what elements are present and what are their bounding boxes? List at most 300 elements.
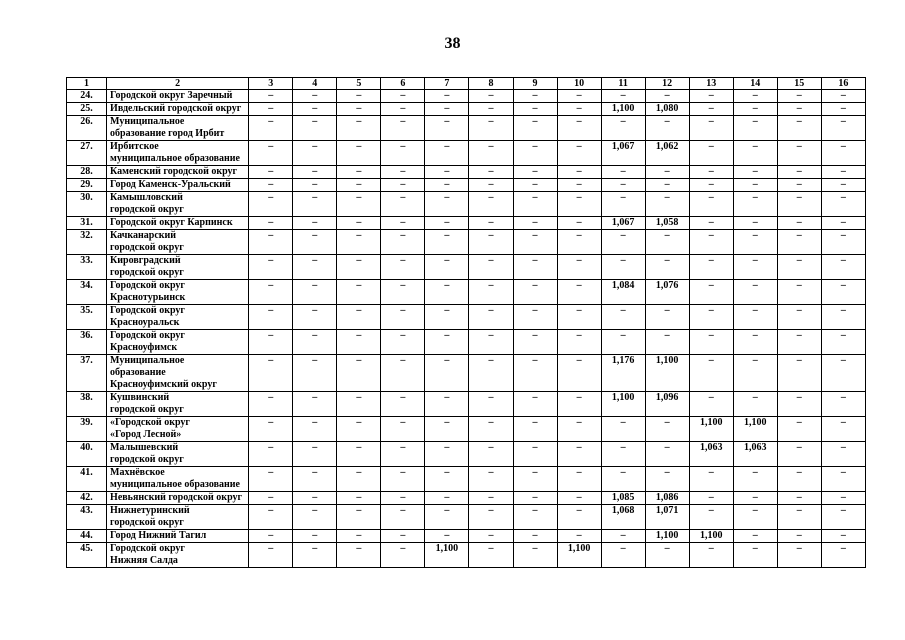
value-cell: –: [425, 141, 469, 166]
value-cell: –: [733, 192, 777, 217]
value-cell: –: [821, 492, 865, 505]
value-cell: –: [777, 103, 821, 116]
table-row: [67, 116, 866, 141]
value-cell: –: [601, 543, 645, 568]
header-cell: 1: [67, 78, 107, 90]
header-cell: 4: [293, 78, 337, 90]
page-number: 38: [444, 35, 461, 52]
row-number: 36.: [67, 330, 107, 355]
value-cell: –: [381, 467, 425, 492]
value-cell: –: [601, 305, 645, 330]
value-cell: –: [821, 230, 865, 255]
row-number: 41.: [67, 467, 107, 492]
value-cell: –: [513, 90, 557, 103]
value-cell: –: [337, 467, 381, 492]
value-cell: –: [293, 543, 337, 568]
municipality-name: Городской округ Карпинск: [107, 217, 249, 230]
value-cell: –: [689, 505, 733, 530]
value-cell: –: [469, 305, 513, 330]
table-row: [67, 192, 866, 217]
value-cell: –: [689, 330, 733, 355]
value-cell: –: [293, 90, 337, 103]
value-cell: –: [337, 355, 381, 392]
value-cell: –: [293, 467, 337, 492]
row-number: 34.: [67, 280, 107, 305]
value-cell: –: [425, 192, 469, 217]
value-cell: –: [381, 355, 425, 392]
value-cell: –: [733, 392, 777, 417]
value-cell: –: [381, 392, 425, 417]
value-cell: –: [557, 492, 601, 505]
header-cell: 6: [381, 78, 425, 90]
value-cell: –: [689, 103, 733, 116]
municipality-name: Город Каменск-Уральский: [107, 179, 249, 192]
value-cell: –: [381, 192, 425, 217]
header-cell: 11: [601, 78, 645, 90]
municipality-name: Муниципальное образование Красноуфимский округ: [107, 355, 249, 392]
municipality-name: Кушвинский городской округ: [107, 392, 249, 417]
value-cell: –: [249, 417, 293, 442]
value-cell: –: [645, 179, 689, 192]
value-cell: –: [557, 192, 601, 217]
value-cell: –: [293, 192, 337, 217]
value-cell: 1,086: [645, 492, 689, 505]
value-cell: 1,067: [601, 141, 645, 166]
municipality-name: Городской округ Красноуфимск: [107, 330, 249, 355]
value-cell: –: [293, 442, 337, 467]
value-cell: –: [249, 330, 293, 355]
header-cell: 15: [777, 78, 821, 90]
value-cell: –: [821, 280, 865, 305]
table-row: [67, 179, 866, 192]
value-cell: –: [821, 543, 865, 568]
value-cell: –: [337, 179, 381, 192]
value-cell: –: [469, 90, 513, 103]
value-cell: –: [469, 217, 513, 230]
value-cell: –: [425, 116, 469, 141]
value-cell: –: [601, 230, 645, 255]
value-cell: –: [513, 116, 557, 141]
value-cell: 1,100: [733, 417, 777, 442]
municipality-name: Нижнетуринский городской округ: [107, 505, 249, 530]
value-cell: –: [557, 330, 601, 355]
value-cell: –: [689, 355, 733, 392]
value-cell: –: [557, 255, 601, 280]
municipality-name: Городской округ Нижняя Салда: [107, 543, 249, 568]
table-row: [67, 330, 866, 355]
value-cell: –: [557, 467, 601, 492]
value-cell: –: [689, 392, 733, 417]
value-cell: –: [513, 355, 557, 392]
value-cell: –: [337, 505, 381, 530]
value-cell: –: [513, 305, 557, 330]
value-cell: –: [557, 141, 601, 166]
value-cell: –: [249, 255, 293, 280]
municipality-name: Качканарский городской округ: [107, 230, 249, 255]
value-cell: –: [249, 280, 293, 305]
value-cell: –: [821, 392, 865, 417]
value-cell: –: [557, 230, 601, 255]
value-cell: 1,100: [689, 530, 733, 543]
value-cell: –: [557, 179, 601, 192]
value-cell: –: [689, 280, 733, 305]
value-cell: 1,085: [601, 492, 645, 505]
municipality-name: Каменский городской округ: [107, 166, 249, 179]
value-cell: –: [337, 141, 381, 166]
value-cell: –: [513, 417, 557, 442]
value-cell: –: [557, 280, 601, 305]
value-cell: –: [777, 305, 821, 330]
table-row: [67, 505, 866, 530]
row-number: 35.: [67, 305, 107, 330]
value-cell: –: [425, 492, 469, 505]
value-cell: –: [381, 103, 425, 116]
value-cell: –: [601, 116, 645, 141]
header-cell: 8: [469, 78, 513, 90]
value-cell: 1,100: [645, 530, 689, 543]
value-cell: –: [293, 392, 337, 417]
value-cell: 1,096: [645, 392, 689, 417]
header-cell: 7: [425, 78, 469, 90]
value-cell: –: [777, 355, 821, 392]
value-cell: –: [381, 330, 425, 355]
table-row: [67, 217, 866, 230]
table-row: [67, 305, 866, 330]
value-cell: –: [249, 305, 293, 330]
table-row: [67, 467, 866, 492]
value-cell: –: [821, 467, 865, 492]
value-cell: –: [733, 166, 777, 179]
value-cell: –: [645, 116, 689, 141]
value-cell: –: [425, 330, 469, 355]
value-cell: –: [557, 392, 601, 417]
value-cell: –: [821, 141, 865, 166]
value-cell: –: [249, 116, 293, 141]
value-cell: –: [821, 90, 865, 103]
value-cell: –: [381, 305, 425, 330]
value-cell: –: [689, 166, 733, 179]
value-cell: –: [425, 103, 469, 116]
value-cell: –: [777, 543, 821, 568]
value-cell: –: [469, 442, 513, 467]
value-cell: –: [821, 217, 865, 230]
value-cell: –: [513, 141, 557, 166]
value-cell: –: [381, 505, 425, 530]
value-cell: 1,084: [601, 280, 645, 305]
value-cell: –: [249, 141, 293, 166]
value-cell: –: [557, 90, 601, 103]
value-cell: –: [601, 192, 645, 217]
header-cell: 13: [689, 78, 733, 90]
value-cell: –: [557, 166, 601, 179]
value-cell: –: [337, 442, 381, 467]
value-cell: –: [469, 417, 513, 442]
value-cell: –: [777, 141, 821, 166]
value-cell: –: [733, 141, 777, 166]
value-cell: –: [601, 330, 645, 355]
value-cell: –: [337, 530, 381, 543]
value-cell: –: [425, 467, 469, 492]
value-cell: –: [689, 116, 733, 141]
municipality-name: Махнёвское муниципальное образование: [107, 467, 249, 492]
value-cell: –: [381, 280, 425, 305]
value-cell: –: [513, 217, 557, 230]
value-cell: –: [601, 166, 645, 179]
header-row: [67, 78, 866, 90]
value-cell: –: [777, 442, 821, 467]
value-cell: –: [777, 330, 821, 355]
value-cell: –: [381, 255, 425, 280]
value-cell: –: [689, 141, 733, 166]
value-cell: –: [645, 192, 689, 217]
value-cell: –: [689, 305, 733, 330]
value-cell: –: [469, 467, 513, 492]
value-cell: –: [425, 255, 469, 280]
value-cell: –: [337, 116, 381, 141]
value-cell: –: [381, 492, 425, 505]
value-cell: 1,058: [645, 217, 689, 230]
value-cell: –: [821, 330, 865, 355]
value-cell: –: [557, 305, 601, 330]
value-cell: –: [249, 505, 293, 530]
value-cell: 1,100: [601, 392, 645, 417]
value-cell: –: [381, 543, 425, 568]
value-cell: –: [777, 179, 821, 192]
value-cell: –: [249, 355, 293, 392]
row-number: 29.: [67, 179, 107, 192]
value-cell: –: [381, 166, 425, 179]
header-cell: 16: [821, 78, 865, 90]
value-cell: –: [337, 280, 381, 305]
row-number: 39.: [67, 417, 107, 442]
value-cell: 1,063: [733, 442, 777, 467]
value-cell: –: [293, 116, 337, 141]
value-cell: –: [381, 141, 425, 166]
value-cell: –: [777, 492, 821, 505]
value-cell: –: [469, 505, 513, 530]
value-cell: –: [249, 192, 293, 217]
value-cell: –: [381, 116, 425, 141]
value-cell: –: [645, 90, 689, 103]
value-cell: –: [469, 543, 513, 568]
table-body: [67, 78, 866, 568]
value-cell: –: [777, 505, 821, 530]
value-cell: –: [645, 255, 689, 280]
value-cell: –: [733, 230, 777, 255]
row-number: 43.: [67, 505, 107, 530]
value-cell: –: [689, 543, 733, 568]
value-cell: –: [469, 103, 513, 116]
value-cell: –: [469, 392, 513, 417]
value-cell: –: [557, 417, 601, 442]
header-cell: 5: [337, 78, 381, 90]
value-cell: –: [425, 305, 469, 330]
value-cell: 1,100: [557, 543, 601, 568]
value-cell: –: [601, 442, 645, 467]
value-cell: –: [689, 467, 733, 492]
municipality-name: Малышевский городской округ: [107, 442, 249, 467]
value-cell: –: [689, 230, 733, 255]
value-cell: –: [601, 417, 645, 442]
value-cell: –: [469, 330, 513, 355]
value-cell: –: [513, 192, 557, 217]
value-cell: –: [777, 217, 821, 230]
row-number: 37.: [67, 355, 107, 392]
value-cell: –: [381, 179, 425, 192]
value-cell: –: [469, 530, 513, 543]
value-cell: –: [601, 467, 645, 492]
value-cell: –: [733, 305, 777, 330]
value-cell: –: [601, 530, 645, 543]
value-cell: –: [425, 442, 469, 467]
row-number: 33.: [67, 255, 107, 280]
value-cell: –: [293, 230, 337, 255]
value-cell: –: [689, 192, 733, 217]
table-row: [67, 90, 866, 103]
value-cell: –: [293, 280, 337, 305]
value-cell: –: [777, 467, 821, 492]
value-cell: –: [249, 103, 293, 116]
municipality-name: Кировградский городской округ: [107, 255, 249, 280]
value-cell: –: [689, 217, 733, 230]
row-number: 40.: [67, 442, 107, 467]
value-cell: –: [469, 355, 513, 392]
value-cell: 1,176: [601, 355, 645, 392]
municipality-name: Город Нижний Тагил: [107, 530, 249, 543]
value-cell: –: [293, 255, 337, 280]
value-cell: –: [249, 543, 293, 568]
value-cell: –: [821, 305, 865, 330]
table-row: [67, 141, 866, 166]
value-cell: 1,071: [645, 505, 689, 530]
table-row: [67, 543, 866, 568]
value-cell: –: [821, 442, 865, 467]
value-cell: –: [293, 166, 337, 179]
value-cell: –: [337, 543, 381, 568]
value-cell: –: [689, 255, 733, 280]
value-cell: –: [249, 442, 293, 467]
header-cell: 12: [645, 78, 689, 90]
value-cell: –: [733, 467, 777, 492]
row-number: 28.: [67, 166, 107, 179]
value-cell: –: [469, 179, 513, 192]
table-row: [67, 255, 866, 280]
value-cell: –: [337, 392, 381, 417]
header-cell: 2: [107, 78, 249, 90]
value-cell: –: [733, 217, 777, 230]
value-cell: –: [425, 392, 469, 417]
value-cell: –: [513, 505, 557, 530]
value-cell: –: [557, 103, 601, 116]
value-cell: –: [557, 530, 601, 543]
value-cell: –: [689, 492, 733, 505]
header-cell: 9: [513, 78, 557, 90]
value-cell: –: [777, 166, 821, 179]
municipality-name: «Городской округ «Город Лесной»: [107, 417, 249, 442]
value-cell: –: [337, 492, 381, 505]
table-row: [67, 442, 866, 467]
table-row: [67, 230, 866, 255]
value-cell: –: [689, 179, 733, 192]
value-cell: –: [513, 543, 557, 568]
row-number: 26.: [67, 116, 107, 141]
value-cell: –: [777, 255, 821, 280]
value-cell: –: [293, 530, 337, 543]
value-cell: –: [645, 417, 689, 442]
value-cell: –: [645, 467, 689, 492]
value-cell: –: [337, 230, 381, 255]
value-cell: –: [425, 217, 469, 230]
value-cell: –: [513, 467, 557, 492]
value-cell: –: [513, 442, 557, 467]
municipality-name: Городской округ Заречный: [107, 90, 249, 103]
value-cell: –: [733, 543, 777, 568]
value-cell: –: [777, 230, 821, 255]
value-cell: –: [293, 141, 337, 166]
value-cell: –: [425, 417, 469, 442]
municipality-name: Ирбитское муниципальное образование: [107, 141, 249, 166]
value-cell: –: [513, 492, 557, 505]
value-cell: –: [249, 530, 293, 543]
value-cell: –: [645, 543, 689, 568]
value-cell: –: [733, 116, 777, 141]
row-number: 24.: [67, 90, 107, 103]
value-cell: –: [425, 505, 469, 530]
value-cell: –: [425, 355, 469, 392]
value-cell: –: [469, 230, 513, 255]
row-number: 42.: [67, 492, 107, 505]
value-cell: –: [821, 166, 865, 179]
value-cell: –: [557, 505, 601, 530]
value-cell: –: [645, 166, 689, 179]
value-cell: 1,100: [425, 543, 469, 568]
value-cell: –: [337, 305, 381, 330]
value-cell: –: [513, 280, 557, 305]
value-cell: –: [469, 255, 513, 280]
value-cell: –: [337, 330, 381, 355]
value-cell: –: [821, 103, 865, 116]
value-cell: –: [557, 355, 601, 392]
value-cell: –: [733, 280, 777, 305]
value-cell: –: [249, 392, 293, 417]
value-cell: –: [733, 90, 777, 103]
table-row: [67, 530, 866, 543]
value-cell: –: [249, 166, 293, 179]
value-cell: –: [425, 530, 469, 543]
value-cell: –: [557, 442, 601, 467]
value-cell: –: [513, 330, 557, 355]
value-cell: –: [381, 230, 425, 255]
value-cell: –: [381, 90, 425, 103]
value-cell: 1,067: [601, 217, 645, 230]
value-cell: –: [381, 530, 425, 543]
value-cell: 1,080: [645, 103, 689, 116]
value-cell: –: [469, 280, 513, 305]
value-cell: –: [249, 179, 293, 192]
municipality-name: Муниципальное образование город Ирбит: [107, 116, 249, 141]
value-cell: –: [777, 392, 821, 417]
value-cell: –: [469, 492, 513, 505]
table-row: [67, 492, 866, 505]
data-table: [66, 77, 866, 568]
value-cell: –: [337, 90, 381, 103]
row-number: 44.: [67, 530, 107, 543]
value-cell: –: [513, 392, 557, 417]
value-cell: –: [381, 217, 425, 230]
value-cell: –: [337, 255, 381, 280]
value-cell: –: [337, 417, 381, 442]
row-number: 31.: [67, 217, 107, 230]
